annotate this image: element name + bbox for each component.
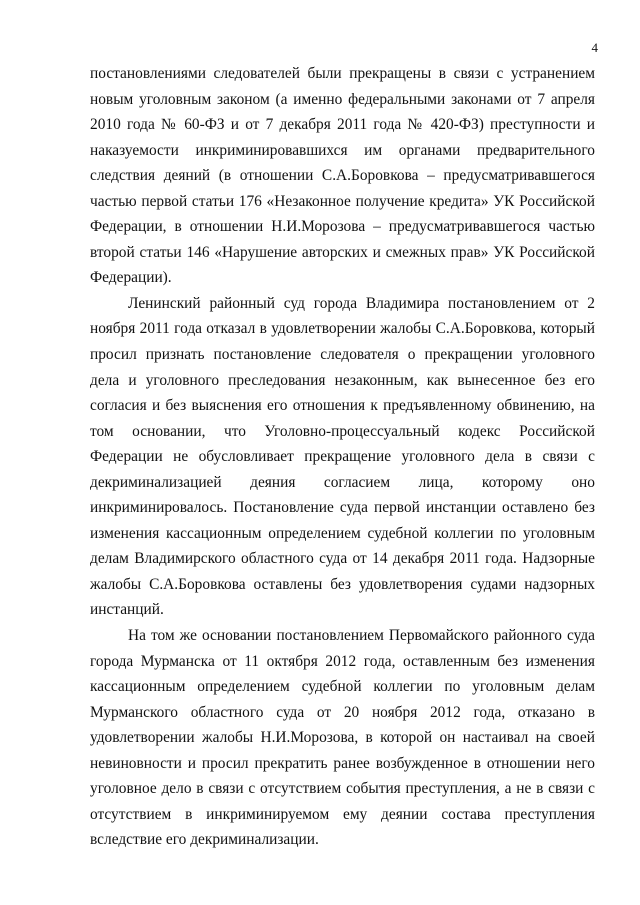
paragraph-leninsky-court: Ленинский районный суд города Владимира постановлением от 2 ноября 2011 года отказал в удовлетворении жалобы С.А.Боровкова, который просил признать постановление следователя о прекращении уголовного дела и уголовного преследования незаконным, как вынесенное без его согласия и без выяснения его отношения к предъявленному обвинению, на том основании, что Уголовно-процессуальный кодекс Российской Федерации не обусловливает прекращение уголовного дела в связи с декриминализацией деяния согласием лица, которому оно инкриминировалось. Постановление суда первой инстанции оставлено без изменения кассационным определением судебной коллегии по уголовным делам Владимирского областного суда от 14 декабря 2011 года. Надзорные жалобы С.А.Боровкова оставлены без удовлетворения судами надзорных инстанций.: [90, 294, 595, 619]
paragraph-pervomaisky-court: На том же основании постановлением Первомайского районного суда города Мурманска от 11 октября 2012 года, оставленным без изменения кассационным определением судебной коллегии по уголовным делам Мурманского областного суда от 20 ноября 2012 года, отказано в удовлетворении жалобы Н.И.Морозова, в которой он настаивал на своей невиновности и просил прекратить ранее возбужденное в отношении него уголовное дело в связи с отсутствием события преступления, а не в связи с отсутствием в инкриминируемом ему деянии состава преступления вследствие его декриминализации.: [90, 627, 595, 849]
page-number: 4: [591, 40, 598, 55]
document-body: [90, 61, 595, 853]
paragraph-continuation: постановлениями следователей были прекращены в связи с устранением новым уголовным законом (а именно федеральными законами от 7 апреля 2010 года № 60-ФЗ и от 7 декабря 2011 года № 420-ФЗ) преступности и наказуемости инкриминировавшихся им органами предварительного следствия деяний (в отношении С.А.Боровкова – предусматривавшегося частью первой статьи 176 «Незаконное получение кредита» УК Российской Федерации, в отношении Н.И.Морозова – предусматривавшегося частью второй статьи 146 «Нарушение авторских и смежных прав» УК Российской Федерации).: [90, 65, 595, 287]
